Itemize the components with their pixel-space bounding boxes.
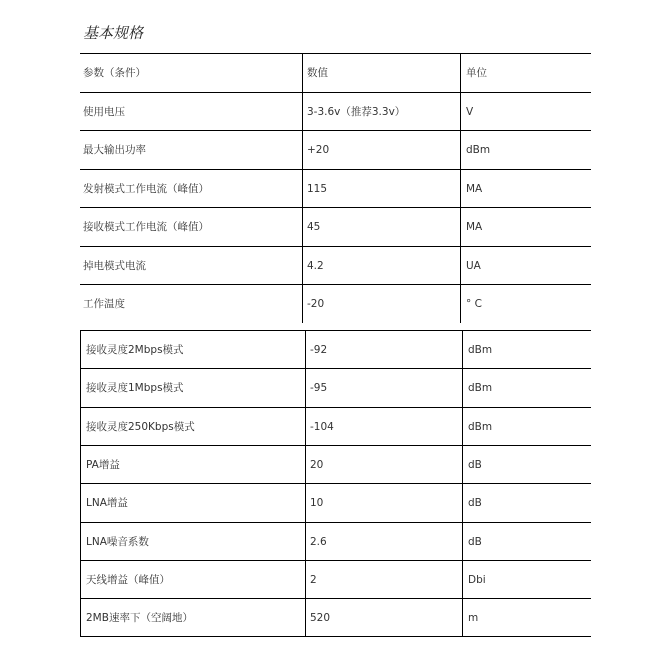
table2-cell: Dbi — [468, 574, 486, 586]
table2-cell: 2 — [310, 574, 317, 586]
table2-hline — [80, 368, 591, 369]
table1-cell: dBm — [466, 144, 491, 156]
table1-hline — [80, 246, 591, 247]
table2-cell: dBm — [468, 344, 493, 356]
table1-cell: -20 — [307, 298, 325, 310]
table1-cell: UA — [466, 260, 481, 272]
table2-hline — [80, 330, 591, 331]
table1-cell: 工作温度 — [83, 298, 125, 310]
table2-cell: dBm — [468, 421, 493, 433]
table1-hline — [80, 92, 591, 93]
table1-cell: 掉电模式电流 — [83, 260, 146, 272]
table2-cell: -92 — [310, 344, 328, 356]
table2-hline — [80, 407, 591, 408]
table1-hline — [80, 284, 591, 285]
table2-cell: 2.6 — [310, 536, 327, 548]
table1-cell: +20 — [307, 144, 330, 156]
table2-cell: 接收灵度250Kbps模式 — [86, 421, 195, 433]
table1-hline — [80, 130, 591, 131]
table2-cell: dB — [468, 459, 482, 471]
table1-cell: 发射模式工作电流（峰值） — [83, 183, 209, 195]
table2-hline — [80, 636, 591, 637]
table2-cell: dB — [468, 497, 482, 509]
table1-cell: 接收模式工作电流（峰值） — [83, 221, 209, 233]
table1-cell: MA — [466, 221, 483, 233]
table2-hline — [80, 522, 591, 523]
table2-vline — [80, 330, 81, 637]
table2-cell: LNA增益 — [86, 497, 128, 509]
table1-vline — [302, 53, 303, 323]
table1-hline — [80, 169, 591, 170]
table2-cell: dBm — [468, 382, 493, 394]
table2-cell: 20 — [310, 459, 324, 471]
table1-header-cell: 参数（条件） — [83, 67, 146, 79]
table2-cell: -95 — [310, 382, 328, 394]
table2-hline — [80, 598, 591, 599]
table1-header-cell: 数值 — [307, 67, 328, 79]
table1-cell: 45 — [307, 221, 321, 233]
table2-cell: 接收灵度2Mbps模式 — [86, 344, 184, 356]
table1-hline — [80, 207, 591, 208]
table2-hline — [80, 445, 591, 446]
table1-vline — [460, 53, 461, 323]
table1-cell: V — [466, 106, 474, 118]
table2-hline — [80, 483, 591, 484]
table2-vline — [462, 330, 463, 636]
table2-hline — [80, 560, 591, 561]
table1-hline — [80, 53, 591, 54]
table1-cell: 4.2 — [307, 260, 324, 272]
table2-cell: PA增益 — [86, 459, 120, 471]
table1-cell: 115 — [307, 183, 328, 195]
table1-cell: 3-3.6v（推荐3.3v） — [307, 106, 406, 118]
table2-cell: dB — [468, 536, 482, 548]
section-title: 基本规格 — [83, 24, 144, 42]
table1-cell: 使用电压 — [83, 106, 125, 118]
table2-cell: LNA噪音系数 — [86, 536, 149, 548]
table2-cell: 2MB速率下（空阔地） — [86, 612, 193, 624]
table1-cell: MA — [466, 183, 483, 195]
table2-cell: -104 — [310, 421, 334, 433]
table2-cell: m — [468, 612, 479, 624]
table1-cell: ° C — [466, 298, 482, 310]
table2-cell: 天线增益（峰值） — [86, 574, 170, 586]
table2-cell: 10 — [310, 497, 324, 509]
table2-vline — [305, 330, 306, 636]
table1-cell: 最大输出功率 — [83, 144, 146, 156]
table2-cell: 接收灵度1Mbps模式 — [86, 382, 184, 394]
table1-header-cell: 单位 — [466, 67, 487, 79]
table2-cell: 520 — [310, 612, 331, 624]
